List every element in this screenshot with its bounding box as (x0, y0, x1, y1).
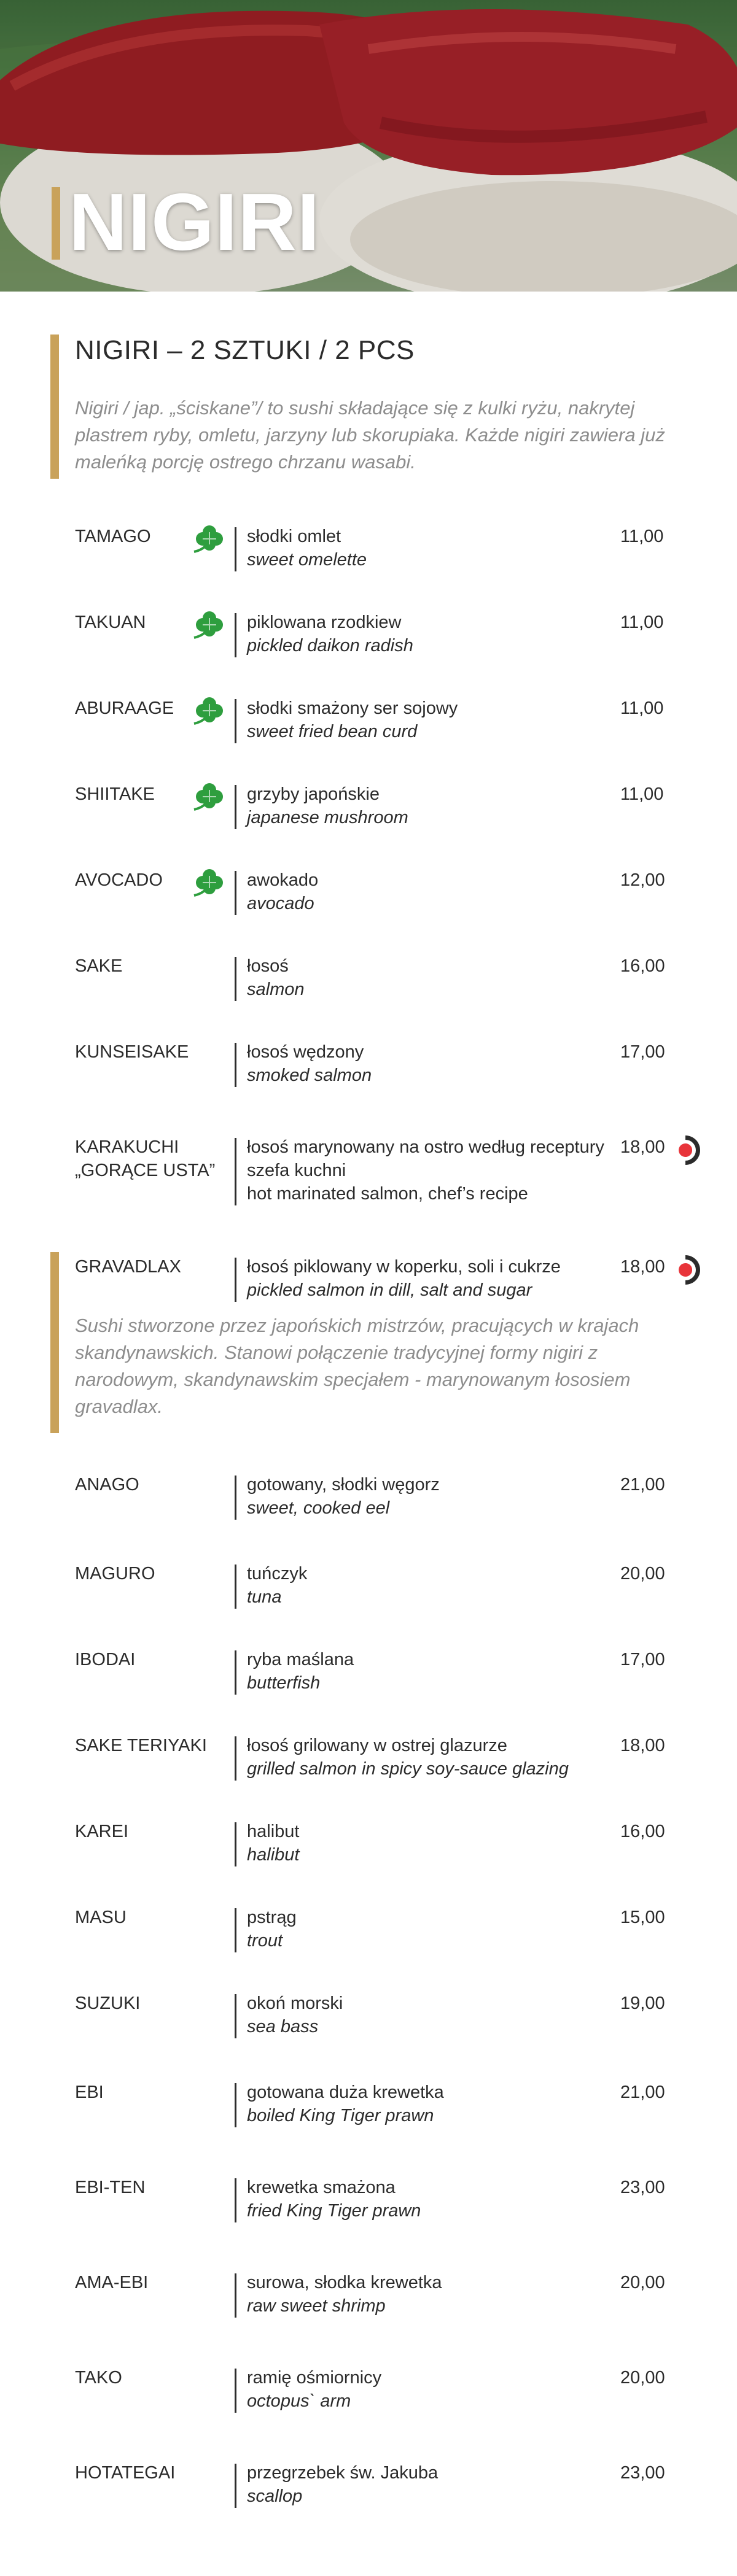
item-description (247, 525, 615, 571)
item-name: KUNSEISAKE (75, 1042, 189, 1062)
spicy-target-icon (669, 1254, 701, 1286)
item-description (247, 783, 615, 829)
item-description-pl: łosoś wędzony (247, 1042, 364, 1062)
item-description-en: tuna (247, 1587, 282, 1607)
item-price: 11,00 (620, 527, 664, 546)
item-name: AVOCADO (75, 870, 163, 890)
item-description (247, 1906, 615, 1952)
item-description-en: trout (247, 1931, 283, 1951)
item-description-pl: ramię ośmiornicy (247, 2368, 382, 2388)
item-description-en: japanese mushroom (247, 808, 408, 827)
item-description-pl: łosoś marynowany na ostro według receptury szefa kuchni (247, 1137, 604, 1180)
item-description-pl: piklowana rzodkiew (247, 613, 402, 632)
item-description-en: scallop (247, 2486, 303, 2506)
item-description (247, 1135, 615, 1205)
item-description-pl: pstrąg (247, 1908, 297, 1927)
item-description-pl: tuńczyk (247, 1564, 308, 1584)
item-price: 11,00 (620, 613, 664, 632)
item-price: 17,00 (620, 1650, 665, 1669)
item-description-pl: słodki smażony ser sojowy (247, 698, 458, 718)
item-name: EBI-TEN (75, 2178, 146, 2197)
item-description-en: butterfish (247, 1673, 321, 1693)
item-description (247, 2461, 615, 2508)
item-name: IBODAI (75, 1650, 136, 1669)
item-divider (235, 613, 236, 657)
item-divider (235, 957, 236, 1001)
item-divider (235, 785, 236, 829)
gravadlax-note: Sushi stworzone przez japońskich mistrzów, pracujących w krajach skandynawskich. Stanowi połączenie tradycyjnej formy nigiri z narodowym, skandynawskim specjałem - marynowanym łososiem gravadlax. (75, 1315, 639, 1417)
item-divider (235, 1994, 236, 2038)
item-description (247, 1473, 615, 1520)
item-description-pl: słodki omlet (247, 527, 341, 546)
item-divider (235, 1736, 236, 1781)
item-divider (235, 2178, 236, 2222)
item-description (247, 2271, 615, 2318)
item-description-pl: przegrzebek św. Jakuba (247, 2463, 439, 2483)
item-name: SAKE (75, 956, 123, 976)
item-description (247, 868, 615, 915)
item-description-en: pickled daikon radish (247, 636, 413, 656)
spicy-target-icon (669, 1134, 701, 1166)
item-description (247, 1648, 615, 1695)
item-name: KAREI (75, 1822, 129, 1841)
item-name: SAKE TERIYAKI (75, 1736, 207, 1755)
vegetarian-clover-icon (190, 866, 228, 900)
item-name: TAKO (75, 2368, 122, 2388)
item-description-pl: halibut (247, 1822, 300, 1841)
page-title: NIGIRI (69, 177, 321, 267)
item-description-pl: gotowana duża krewetka (247, 2083, 444, 2102)
item-name: EBI (75, 2083, 104, 2102)
item-name: GRAVADLAX (75, 1257, 181, 1277)
item-description (247, 954, 615, 1001)
item-divider (235, 2464, 236, 2508)
item-description (247, 1820, 615, 1866)
item-name: MAGURO (75, 1564, 155, 1584)
item-description (247, 2176, 615, 2222)
item-price: 18,00 (620, 1257, 665, 1277)
vegetarian-clover-icon (190, 608, 228, 643)
vegetarian-clover-icon (190, 780, 228, 814)
item-price: 20,00 (620, 2273, 665, 2292)
item-description-en: pickled salmon in dill, salt and sugar (247, 1280, 532, 1300)
item-divider (235, 2273, 236, 2318)
item-name: ABURAAGE (75, 698, 174, 718)
item-divider (235, 1138, 236, 1205)
item-price: 20,00 (620, 1564, 665, 1584)
item-name: AMA-EBI (75, 2273, 149, 2292)
item-name: KARAKUCHI „GORĄCE USTA” (75, 1137, 216, 1180)
note-accent-bar (50, 1252, 59, 1433)
item-price: 21,00 (620, 2083, 665, 2102)
item-price: 19,00 (620, 1994, 665, 2013)
item-description-pl: łosoś grilowany w ostrej glazurze (247, 1736, 507, 1755)
item-description (247, 1734, 615, 1781)
item-name: ANAGO (75, 1475, 139, 1495)
item-description (247, 611, 615, 657)
item-price: 16,00 (620, 1822, 665, 1841)
item-description-pl: krewetka smażona (247, 2178, 396, 2197)
item-divider (235, 2369, 236, 2413)
item-description-en: octopus` arm (247, 2391, 351, 2411)
item-description (247, 697, 615, 743)
section-title: NIGIRI – 2 SZTUKI / 2 PCS (75, 335, 415, 365)
item-name: SHIITAKE (75, 784, 155, 804)
item-price: 12,00 (620, 870, 665, 890)
item-description-pl: gotowany, słodki węgorz (247, 1475, 440, 1495)
item-name: TAMAGO (75, 527, 151, 546)
item-description-en: fried King Tiger prawn (247, 2201, 421, 2221)
hero-accent-bar (52, 187, 60, 260)
item-divider (235, 1565, 236, 1609)
item-description-en: salmon (247, 980, 305, 999)
item-name: SUZUKI (75, 1994, 141, 2013)
item-description-pl: ryba maślana (247, 1650, 354, 1669)
item-description (247, 2081, 615, 2127)
item-description-en: raw sweet shrimp (247, 2296, 386, 2316)
item-price: 18,00 (620, 1137, 665, 1157)
item-description (247, 1255, 615, 1302)
item-description-pl: łosoś (247, 956, 289, 976)
item-description-en: halibut (247, 1845, 300, 1865)
item-divider (235, 527, 236, 571)
item-description-en: smoked salmon (247, 1066, 372, 1085)
item-price: 17,00 (620, 1042, 665, 1062)
item-name: TAKUAN (75, 613, 146, 632)
item-price: 11,00 (620, 698, 664, 718)
item-name: MASU (75, 1908, 127, 1927)
item-price: 23,00 (620, 2463, 665, 2483)
item-price: 11,00 (620, 784, 664, 804)
item-description (247, 2366, 615, 2413)
item-description-en: sweet omelette (247, 550, 367, 570)
item-description-pl: grzyby japońskie (247, 784, 380, 804)
item-divider (235, 1476, 236, 1520)
item-description-en: hot marinated salmon, chef’s recipe (247, 1184, 528, 1204)
item-divider (235, 1258, 236, 1302)
item-description (247, 1040, 615, 1087)
item-divider (235, 1822, 236, 1866)
item-divider (235, 2083, 236, 2127)
vegetarian-clover-icon (190, 694, 228, 729)
item-divider (235, 699, 236, 743)
section-intro: Nigiri / jap. „ściskane”/ to sushi składające się z kulki ryżu, nakrytej plastrem ryby, omletu, jarzyny lub skorupiaka. Każde nigiri zawiera już maleńką porcję ostrego chrzanu wasabi. (75, 397, 665, 473)
item-description-en: sweet, cooked eel (247, 1498, 390, 1518)
item-description-pl: awokado (247, 870, 319, 890)
item-price: 18,00 (620, 1736, 665, 1755)
item-divider (235, 871, 236, 915)
item-description (247, 1562, 615, 1609)
section-accent-bar (50, 335, 59, 479)
item-divider (235, 1908, 236, 1952)
item-price: 15,00 (620, 1908, 665, 1927)
item-description-en: sweet fried bean curd (247, 722, 418, 741)
item-price: 20,00 (620, 2368, 665, 2388)
item-price: 16,00 (620, 956, 665, 976)
item-price: 23,00 (620, 2178, 665, 2197)
item-description-en: sea bass (247, 2017, 319, 2036)
item-price: 21,00 (620, 1475, 665, 1495)
item-description-en: grilled salmon in spicy soy-sauce glazing (247, 1759, 569, 1779)
item-description-pl: okoń morski (247, 1994, 343, 2013)
item-description-pl: surowa, słodka krewetka (247, 2273, 442, 2292)
item-description-en: avocado (247, 894, 314, 913)
hero-banner (0, 0, 737, 292)
item-description-pl: łosoś piklowany w koperku, soli i cukrze (247, 1257, 561, 1277)
item-divider (235, 1650, 236, 1695)
item-name: HOTATEGAI (75, 2463, 176, 2483)
item-divider (235, 1043, 236, 1087)
item-description-en: boiled King Tiger prawn (247, 2106, 434, 2125)
item-description (247, 1992, 615, 2038)
vegetarian-clover-icon (190, 522, 228, 557)
